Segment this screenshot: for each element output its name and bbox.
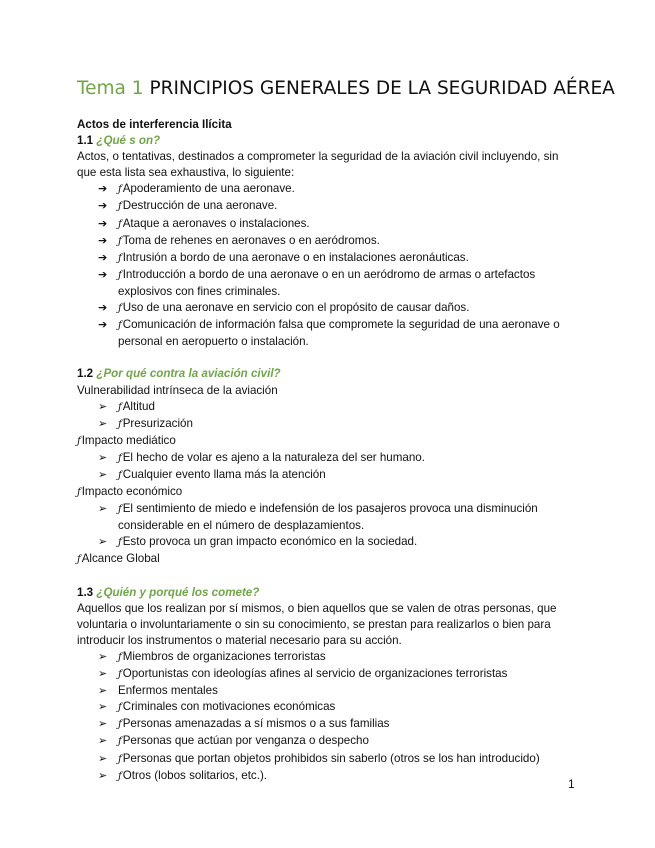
subsection-1-3-heading bbox=[77, 585, 577, 601]
triangle-bullet-icon: ➢ bbox=[98, 536, 108, 549]
title-text: PRINCIPIOS GENERALES DE LA SEGURIDAD AÉREA bbox=[149, 78, 615, 99]
list-item bbox=[77, 699, 577, 716]
list-item bbox=[77, 683, 577, 699]
item-text: Esto provoca un gran impacto económico en la sociedad. bbox=[122, 535, 418, 549]
list-item bbox=[77, 267, 577, 300]
f-glyph-icon: ƒ bbox=[118, 669, 122, 681]
triangle-bullet-icon: ➢ bbox=[98, 701, 108, 714]
impacto-economico-label bbox=[77, 484, 577, 501]
item-text: Personas amenazadas a sí mismos o a sus familias bbox=[122, 717, 390, 731]
item-text: Enfermos mentales bbox=[118, 684, 218, 698]
alcance-global-label bbox=[77, 551, 577, 568]
triangle-bullet-icon: ➢ bbox=[98, 417, 108, 430]
subsection-number: 1.2 bbox=[77, 367, 94, 381]
item-text: Uso de una aeronave en servicio con el propósito de causar daños. bbox=[122, 301, 470, 315]
bullet-list-vulnerabilidad bbox=[77, 399, 577, 433]
bullet-list-1-1 bbox=[77, 181, 577, 350]
item-text: Destrucción de una aeronave. bbox=[122, 199, 278, 213]
f-glyph-icon: ƒ bbox=[118, 736, 122, 748]
document-body bbox=[77, 117, 577, 785]
list-item bbox=[77, 250, 577, 267]
paragraph-line: Actos, o tentativas, destinados a comprometer la seguridad de la aviación civil incluyendo, sin bbox=[77, 150, 559, 164]
page-title bbox=[77, 76, 637, 102]
item-text-continued: considerable en el número de desplazamientos. bbox=[118, 519, 365, 533]
list-item bbox=[77, 467, 577, 484]
f-glyph-icon: ƒ bbox=[118, 235, 122, 247]
list-item bbox=[77, 534, 577, 551]
f-glyph-icon: ƒ bbox=[118, 652, 122, 663]
paragraph-line: Aquellos que los realizan por sí mismos, o bien aquellos que se valen de otras personas, que bbox=[77, 601, 557, 615]
arrow-bullet-icon: ➔ bbox=[98, 319, 108, 332]
triangle-bullet-icon: ➢ bbox=[98, 769, 108, 782]
list-item bbox=[77, 666, 577, 683]
subsection-question: ¿Por qué contra la aviación civil? bbox=[96, 367, 281, 381]
item-text: Altitud bbox=[122, 399, 155, 413]
triangle-bullet-icon: ➢ bbox=[98, 718, 108, 731]
f-glyph-icon: ƒ bbox=[118, 252, 122, 264]
list-item bbox=[77, 300, 577, 317]
list-item bbox=[77, 768, 577, 785]
item-text: Miembros de organizaciones terroristas bbox=[122, 650, 326, 663]
label-text: Alcance Global bbox=[81, 552, 160, 566]
triangle-bullet-icon: ➢ bbox=[98, 503, 108, 516]
arrow-bullet-icon: ➔ bbox=[98, 234, 108, 247]
list-item bbox=[77, 399, 577, 416]
f-glyph-icon: ƒ bbox=[118, 504, 122, 516]
f-glyph-icon: ƒ bbox=[118, 719, 122, 731]
item-text-continued: explosivos con fines criminales. bbox=[118, 284, 281, 298]
spacer bbox=[77, 569, 577, 585]
subsection-question: ¿Quién y porqué los comete? bbox=[96, 585, 260, 599]
list-item bbox=[77, 216, 577, 233]
item-text: El hecho de volar es ajeno a la naturaleza del ser humano. bbox=[122, 450, 425, 464]
f-glyph-icon: ƒ bbox=[77, 487, 81, 499]
item-text: Oportunistas con ideologías afines al servicio de organizaciones terroristas bbox=[122, 667, 508, 681]
item-text: Ataque a aeronaves o instalaciones. bbox=[122, 216, 310, 230]
item-text: Comunicación de información falsa que compromete la seguridad de una aeronave o bbox=[122, 318, 560, 332]
list-item bbox=[77, 751, 577, 768]
item-text: Personas que actúan por venganza o despecho bbox=[122, 734, 369, 748]
f-glyph-icon: ƒ bbox=[118, 469, 122, 481]
list-item bbox=[77, 501, 577, 534]
bullet-list-1-3 bbox=[77, 649, 577, 785]
triangle-bullet-icon: ➢ bbox=[98, 735, 108, 748]
impacto-mediatico-label bbox=[77, 433, 577, 450]
triangle-bullet-icon: ➢ bbox=[98, 451, 108, 464]
f-glyph-icon: ƒ bbox=[118, 770, 122, 782]
subsection-number: 1.1 bbox=[77, 134, 94, 148]
list-item bbox=[77, 416, 577, 433]
triangle-bullet-icon: ➢ bbox=[98, 685, 108, 698]
item-text: Toma de rehenes en aeronaves o en aeródromos. bbox=[122, 233, 380, 247]
list-item bbox=[77, 716, 577, 733]
f-glyph-icon: ƒ bbox=[118, 218, 122, 230]
list-item bbox=[77, 450, 577, 467]
triangle-bullet-icon: ➢ bbox=[98, 651, 108, 663]
label-text: Impacto económico bbox=[81, 485, 183, 499]
item-text: Personas que portan objetos prohibidos sin saberlo (otros se los han introducido) bbox=[122, 751, 540, 765]
list-item bbox=[77, 233, 577, 250]
f-glyph-icon: ƒ bbox=[118, 320, 122, 332]
item-text: Otros (lobos solitarios, etc.). bbox=[122, 768, 268, 782]
f-glyph-icon: ƒ bbox=[118, 269, 122, 281]
list-item bbox=[77, 181, 577, 198]
f-glyph-icon: ƒ bbox=[118, 184, 122, 196]
triangle-bullet-icon: ➢ bbox=[98, 668, 108, 681]
paragraph-line: introducir los instrumentos o material necesario para su acción. bbox=[77, 633, 402, 647]
page-number: 1 bbox=[568, 777, 575, 791]
triangle-bullet-icon: ➢ bbox=[98, 752, 108, 765]
item-text: El sentimiento de miedo e indefensión de los pasajeros provoca una disminución bbox=[122, 502, 538, 516]
bullet-list-economico bbox=[77, 501, 577, 551]
bullet-list-mediatico bbox=[77, 450, 577, 484]
f-glyph-icon: ƒ bbox=[118, 537, 122, 549]
item-text: Criminales con motivaciones económicas bbox=[122, 700, 336, 714]
arrow-bullet-icon: ➔ bbox=[98, 217, 108, 230]
list-item bbox=[77, 198, 577, 215]
triangle-bullet-icon: ➢ bbox=[98, 468, 108, 481]
vulnerabilidad-label: Vulnerabilidad intrínseca de la aviación bbox=[77, 383, 278, 397]
subsection-question: ¿Qué s on? bbox=[96, 134, 161, 148]
spacer bbox=[77, 350, 577, 366]
f-glyph-icon: ƒ bbox=[77, 435, 81, 447]
item-text-continued: personal en aeropuerto o instalación. bbox=[118, 335, 309, 349]
label-text: Impacto mediático bbox=[81, 433, 176, 447]
subsection-number: 1.3 bbox=[77, 585, 94, 599]
f-glyph-icon: ƒ bbox=[118, 201, 122, 213]
subsection-1-2-heading bbox=[77, 366, 577, 382]
f-glyph-icon: ƒ bbox=[118, 702, 122, 714]
f-glyph-icon: ƒ bbox=[118, 303, 122, 315]
list-item bbox=[77, 733, 577, 750]
paragraph-line: que esta lista sea exhaustiva, lo siguiente: bbox=[77, 166, 295, 180]
arrow-bullet-icon: ➔ bbox=[98, 268, 108, 281]
f-glyph-icon: ƒ bbox=[118, 418, 122, 430]
subsection-1-1-heading bbox=[77, 133, 577, 149]
item-text: Presurización bbox=[122, 416, 193, 430]
list-item bbox=[77, 649, 577, 666]
item-text: Apoderamiento de una aeronave. bbox=[122, 182, 295, 196]
f-glyph-icon: ƒ bbox=[118, 452, 122, 464]
arrow-bullet-icon: ➔ bbox=[98, 251, 108, 264]
triangle-bullet-icon: ➢ bbox=[98, 400, 108, 413]
item-text: Intrusión a bordo de una aeronave o en instalaciones aeronáuticas. bbox=[122, 250, 469, 264]
f-glyph-icon: ƒ bbox=[118, 753, 122, 765]
paragraph-line: voluntaria o involuntariamente o sin su conocimiento, se prestan para realizarlos o bien para bbox=[77, 617, 551, 631]
arrow-bullet-icon: ➔ bbox=[98, 302, 108, 315]
item-text: Introducción a bordo de una aeronave o en un aeródromo de armas o artefactos bbox=[122, 267, 536, 281]
list-item bbox=[77, 317, 577, 350]
arrow-bullet-icon: ➔ bbox=[98, 183, 108, 196]
item-text: Cualquier evento llama más la atención bbox=[122, 467, 326, 481]
arrow-bullet-icon: ➔ bbox=[98, 200, 108, 213]
title-number: Tema 1 bbox=[77, 78, 144, 99]
f-glyph-icon: ƒ bbox=[77, 554, 81, 566]
f-glyph-icon: ƒ bbox=[118, 401, 122, 413]
section-heading: Actos de interferencia Ilícita bbox=[77, 118, 232, 131]
